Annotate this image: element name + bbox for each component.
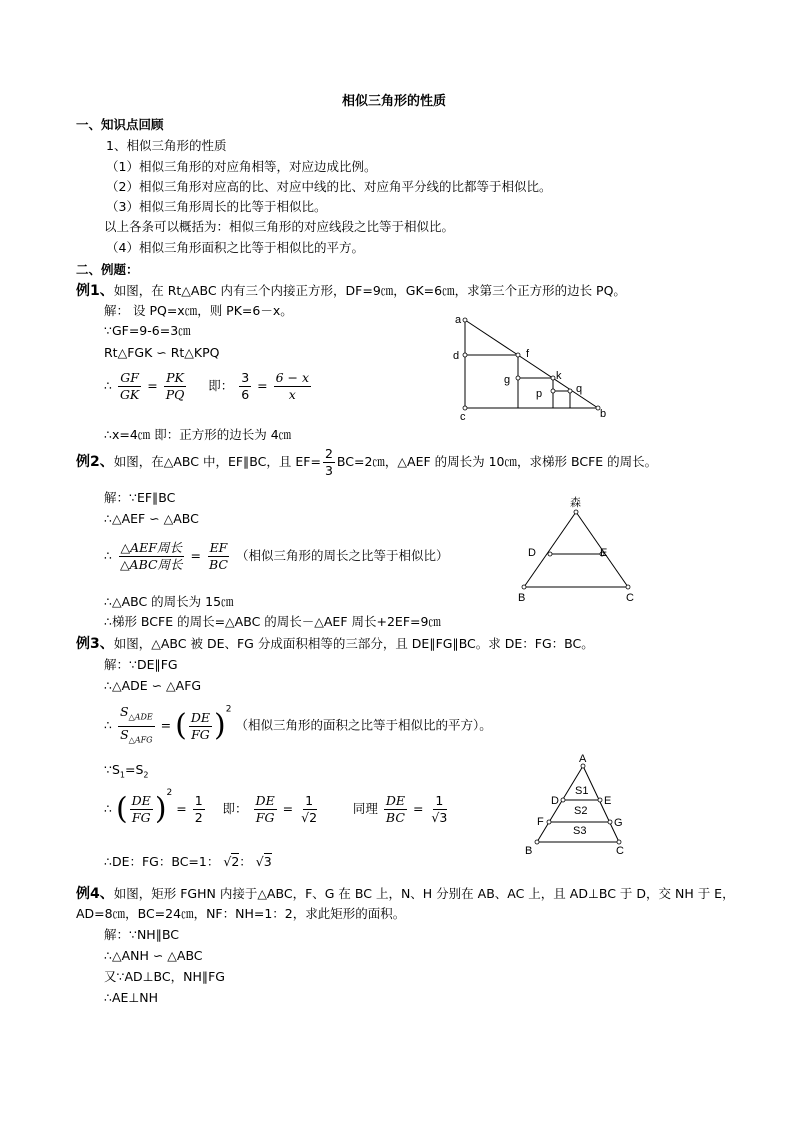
fraction-ef-bc bbox=[207, 540, 230, 573]
denominator: △ABC周长 bbox=[119, 557, 183, 572]
ex3-line-1: 解：∵DE∥FG bbox=[104, 657, 178, 672]
text: ∴DE：FG：BC=1： bbox=[104, 854, 220, 869]
example-2-label: 例2、 bbox=[76, 454, 114, 470]
example-3-label: 例3、 bbox=[76, 636, 114, 652]
point-c-label: c bbox=[460, 411, 466, 423]
denominator: BC bbox=[385, 810, 405, 825]
example-2-statement bbox=[76, 446, 657, 479]
numerator: 3 bbox=[241, 370, 250, 385]
numerator: PK bbox=[166, 370, 184, 385]
exponent: 2 bbox=[225, 704, 232, 715]
point-f-label: f bbox=[526, 348, 530, 360]
point-b-label: B bbox=[525, 845, 533, 857]
denominator: 6 bbox=[241, 387, 250, 402]
ex3-line-4 bbox=[104, 762, 149, 784]
ji-label: 即： bbox=[222, 801, 248, 816]
page-title: 相似三角形的性质 bbox=[342, 94, 447, 109]
ex2-proportion: ∴ $\frac{\text{△AEF周长}}{\text{△ABC周长}}$ = $\frac{EF}{BC}$ （相似三角形的周长之比等于相似比） bbox=[104, 540, 449, 572]
radicand: 3 bbox=[263, 854, 272, 869]
point-g-label: G bbox=[614, 817, 623, 829]
ex2-figure bbox=[510, 492, 640, 604]
denominator: GK bbox=[119, 387, 140, 402]
point-d-label: D bbox=[551, 795, 559, 807]
point-b-label: b bbox=[600, 408, 607, 420]
ex4-line-1: 解：∵NH∥BC bbox=[104, 927, 180, 942]
point-c-label: C bbox=[626, 592, 634, 604]
section-heading-2: 二、例题： bbox=[76, 262, 139, 277]
example-1-statement bbox=[76, 283, 626, 299]
region-s3-label: S3 bbox=[573, 825, 587, 837]
point-d-label: d bbox=[453, 350, 460, 362]
radicand: 2 bbox=[231, 854, 240, 869]
point-e-label: E bbox=[604, 795, 612, 807]
numerator bbox=[118, 704, 155, 727]
subscript: △AFG bbox=[128, 735, 153, 744]
ex2-line-4: ∴△ABC 的周长为 15㎝ bbox=[104, 594, 234, 609]
subscript: 2 bbox=[143, 770, 149, 780]
ex4-line-3: 又∵AD⊥BC，NH∥FG bbox=[104, 969, 225, 984]
ex2-note: （相似三角形的周长之比等于相似比） bbox=[235, 548, 449, 563]
example-1-label: 例1、 bbox=[76, 283, 114, 299]
example-4-statement-2: AD=8㎝，BC=24㎝，NF：NH=1：2，求此矩形的面积。 bbox=[76, 906, 406, 921]
summary: 以上各条可以概括为：相似三角形的对应线段之比等于相似比。 bbox=[104, 219, 455, 234]
numerator: GF bbox=[120, 370, 139, 385]
therefore-symbol: ∴ bbox=[104, 378, 112, 393]
example-4-label: 例4、 bbox=[76, 886, 114, 902]
numerator: 1 bbox=[194, 793, 203, 808]
point-k-label: k bbox=[556, 370, 562, 382]
example-1-text: 如图，在 Rt△ABC 内有三个内接正方形，DF=9㎝，GK=6㎝，求第三个正方形的边长 PQ。 bbox=[113, 283, 626, 298]
fraction-3-6 bbox=[239, 370, 251, 403]
text: ： bbox=[239, 854, 252, 869]
therefore-symbol: ∴ bbox=[104, 717, 112, 733]
numerator: △AEF周长 bbox=[120, 540, 182, 555]
point-q-label: q bbox=[576, 383, 583, 395]
section-heading-1: 一、知识点回顾 bbox=[76, 117, 164, 132]
denominator: 2 bbox=[194, 810, 203, 825]
fraction-de-fg bbox=[130, 793, 153, 826]
item-title: 1、相似三角形的性质 bbox=[106, 138, 227, 153]
ex3-conclusion: ∴DE：FG：BC=1： √2： √3 bbox=[104, 854, 272, 869]
denominator: FG bbox=[191, 726, 210, 742]
fraction-pk-pq bbox=[164, 370, 187, 403]
text: =S bbox=[124, 762, 144, 777]
radicand: 3 bbox=[439, 810, 448, 825]
ex4-line-2: ∴△ANH ∽ △ABC bbox=[104, 948, 203, 963]
denominator bbox=[118, 727, 154, 749]
point-a-label: 森 bbox=[570, 497, 581, 509]
ex1-figure bbox=[450, 313, 620, 425]
numerator: 2 bbox=[324, 446, 333, 461]
tongli-label: 同理 bbox=[352, 801, 378, 816]
ex2-line-1: 解：∵EF∥BC bbox=[104, 490, 176, 505]
numerator: DE bbox=[190, 709, 210, 725]
ex4-line-4: ∴AE⊥NH bbox=[104, 990, 159, 1005]
denominator: FG bbox=[255, 810, 275, 825]
property-2: （2）相似三角形对应高的比、对应中线的比、对应角平分线的比都等于相似比。 bbox=[106, 179, 552, 194]
ex2-line-5: ∴梯形 BCFE 的周长=△ABC 的周长－△AEF 周长+2EF=9㎝ bbox=[104, 614, 441, 629]
region-s1-label: S1 bbox=[575, 785, 589, 797]
point-a-label: A bbox=[579, 753, 587, 765]
side-ac bbox=[583, 766, 619, 842]
numerator: 1 bbox=[305, 793, 314, 808]
property-1: （1）相似三角形的对应角相等，对应边成比例。 bbox=[106, 159, 377, 174]
ex3-area-ratio: ∴ $\frac{S_{\triangle ADE}}{S_{\triangle AFG}}$ = ( $\frac{DE}{FG}$ )$^2$ （相似三角形的面积之比等于相似比的平方）。 bbox=[104, 704, 492, 748]
fraction-1-sqrt2 bbox=[299, 793, 319, 826]
denominator: x bbox=[288, 387, 296, 402]
fraction-1-sqrt3 bbox=[429, 793, 449, 826]
numerator: DE bbox=[255, 793, 275, 808]
example-4-text: 如图，矩形 FGHN 内接于△ABC，F、G 在 BC 上，N、H 分别在 AB、AC 上，且 AD⊥BC 于 D，交 NH 于 E， bbox=[113, 886, 735, 901]
ex1-line-1: 解： 设 PQ=x㎝，则 PK=6－x。 bbox=[104, 303, 293, 318]
ex1-conclusion: ∴x=4㎝ 即：正方形的边长为 4㎝ bbox=[104, 427, 292, 442]
ex1-proportion: ∴ $\frac{GF}{GK}$ = $\frac{PK}{PQ}$ 即： $\frac{3}{6}$ = $\frac{6 - x}{x}$ bbox=[104, 370, 310, 402]
numerator: DE bbox=[385, 793, 405, 808]
denominator: FG bbox=[131, 810, 151, 825]
fraction-6x-x bbox=[274, 370, 311, 403]
exponent: 2 bbox=[166, 788, 173, 798]
s-symbol: S bbox=[120, 726, 129, 742]
example-3-text: 如图，△ABC 被 DE、FG 分成面积相等的三部分，且 DE∥FG∥BC。求 DE：FG：BC。 bbox=[113, 636, 594, 651]
denominator: PQ bbox=[165, 387, 185, 402]
denominator: √3 bbox=[431, 810, 448, 825]
therefore-symbol: ∴ bbox=[104, 548, 112, 563]
numerator: 6 − x bbox=[275, 370, 310, 385]
ex1-line-2: ∵GF=9-6=3㎝ bbox=[104, 323, 191, 338]
fraction-area bbox=[118, 704, 155, 748]
point-a-label: a bbox=[455, 314, 462, 326]
point-p-label: p bbox=[536, 388, 543, 400]
square-3 bbox=[553, 391, 570, 408]
property-3: （3）相似三角形周长的比等于相似比。 bbox=[106, 199, 327, 214]
fraction-de-fg bbox=[189, 710, 212, 743]
point-e-label: E bbox=[600, 547, 608, 559]
point-f-label: F bbox=[537, 816, 544, 828]
denominator: BC bbox=[208, 557, 228, 572]
fraction-de-bc bbox=[384, 793, 407, 826]
point-g-label: g bbox=[504, 374, 511, 386]
example-3-statement bbox=[76, 636, 594, 652]
fraction-de-fg bbox=[254, 793, 277, 826]
ex3-line-2: ∴△ADE ∽ △AFG bbox=[104, 678, 202, 693]
ex3-note: （相似三角形的面积之比等于相似比的平方）。 bbox=[235, 717, 492, 733]
ex3-line-5: ∴ ( $\frac{DE}{FG}$ )$^2$ = $\frac{1}{2}$ 即： $\frac{DE}{FG}$ = $\frac{1}{√2}$ 同理 $\frac{DE}{BC}$ = $\frac{1}{√3}$ bbox=[104, 788, 448, 827]
fraction-1-2 bbox=[193, 793, 205, 826]
text: ∵S bbox=[104, 762, 120, 777]
property-4: （4）相似三角形面积之比等于相似比的平方。 bbox=[106, 240, 364, 255]
ji-label: 即： bbox=[208, 378, 234, 393]
example-4-statement bbox=[76, 886, 735, 902]
radicand: 2 bbox=[309, 810, 318, 825]
ex3-figure bbox=[515, 750, 635, 862]
numerator: EF bbox=[209, 540, 228, 555]
numerator: DE bbox=[131, 793, 151, 808]
region-s2-label: S2 bbox=[574, 805, 588, 817]
point-b-label: B bbox=[518, 592, 526, 604]
fraction-perimeter bbox=[118, 540, 185, 573]
fraction-gf-gk bbox=[118, 370, 141, 403]
subscript: 1 bbox=[119, 770, 125, 780]
subscript: △ADE bbox=[128, 712, 153, 722]
point-c-label: C bbox=[616, 845, 624, 857]
numerator: 1 bbox=[435, 793, 444, 808]
fraction-2-3 bbox=[323, 446, 335, 479]
example-2-text-a: 如图，在△ABC 中，EF∥BC，且 EF= bbox=[113, 454, 321, 469]
denominator: √2 bbox=[301, 810, 318, 825]
denominator: 3 bbox=[324, 463, 333, 478]
example-2-text-b: BC=2㎝，△AEF 的周长为 10㎝，求梯形 BCFE 的周长。 bbox=[336, 454, 658, 469]
s-symbol: S bbox=[119, 704, 129, 719]
therefore-symbol: ∴ bbox=[104, 801, 112, 816]
ex2-line-2: ∴△AEF ∽ △ABC bbox=[104, 511, 199, 526]
point-d-label: D bbox=[528, 547, 536, 559]
ex1-line-3: Rt△FGK ∽ Rt△KPQ bbox=[104, 345, 220, 360]
